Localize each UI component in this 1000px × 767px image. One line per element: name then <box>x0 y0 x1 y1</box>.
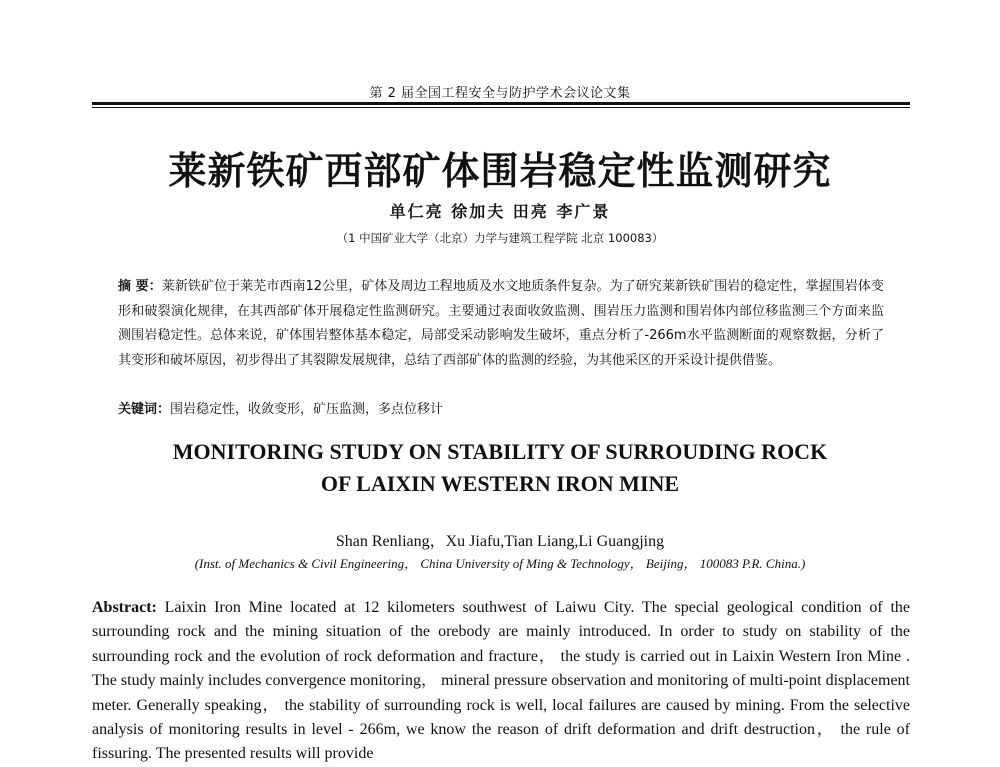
english-abstract-label: Abstract: <box>92 599 157 616</box>
english-affiliation: (Inst. of Mechanics & Civil Engineering， China University of Ming & Technology， Beijing， 100083 P.R. China.) <box>194 556 806 571</box>
chinese-abstract-label: 摘 要： <box>118 279 162 294</box>
chinese-authors: 单仁亮 徐加夫 田亮 李广景 <box>389 202 611 221</box>
english-abstract <box>92 596 910 767</box>
english-title-line-1: MONITORING STUDY ON STABILITY OF SURROUDING ROCK <box>172 439 828 464</box>
english-authors: Shan Renliang，Xu Jiafu,Tian Liang,Li Guangjing <box>335 533 665 550</box>
chinese-affiliation: （1 中国矿业大学（北京）力学与建筑工程学院 北京 100083） <box>336 231 664 245</box>
chinese-abstract <box>118 275 884 373</box>
header-rule-thick <box>92 102 910 105</box>
chinese-title: 莱新铁矿西部矿体围岩稳定性监测研究 <box>168 149 832 193</box>
header-rule-thin <box>92 107 910 108</box>
chinese-keywords-label: 关键词： <box>118 402 171 417</box>
english-abstract-text: Laixin Iron Mine located at 12 kilometers southwest of Laiwu City. The special geological condition of the surrounding rock and the mining situation of the orebody are mainly introduced. In order to study on stability of the surrounding rock and the evolution of rock deformation and fracture， the study is carried out in Laixin Western Iron Mine . The study mainly includes convergence monitoring， mineral pressure observation and monitoring of multi-point displacement meter. Generally speaking， the stability of surrounding rock is well, local failures are caused by mining. From the selective analysis of monitoring results in level - 266m, we know the reason of drift deformation and drift destruction， the rule of fissuring. The presented results will provide <box>92 599 910 763</box>
chinese-abstract-text: 莱新铁矿位于莱芜市西南12公里，矿体及周边工程地质及水文地质条件复杂。为了研究莱新铁矿围岩的稳定性，掌握围岩体变形和破裂演化规律，在其西部矿体开展稳定性监测研究。主要通过表面收敛监测、围岩压力监测和围岩体内部位移监测三个方面来监测围岩稳定性。总体来说，矿体围岩整体基本稳定，局部受采动影响发生破坏，重点分析了-266m水平监测断面的观察数据，分析了其变形和破坏原因，初步得出了其裂隙发展规律，总结了西部矿体的监测的经验，为其他采区的开采设计提供借鉴。 <box>118 279 884 368</box>
english-title <box>0 436 1000 500</box>
english-title-line-2: OF LAIXIN WESTERN IRON MINE <box>320 471 680 496</box>
running-head: 第 2 届全国工程安全与防护学术会议论文集 <box>369 86 631 101</box>
chinese-keywords <box>118 398 884 422</box>
chinese-keywords-text: 围岩稳定性，收敛变形，矿压监测，多点位移计 <box>170 402 444 417</box>
